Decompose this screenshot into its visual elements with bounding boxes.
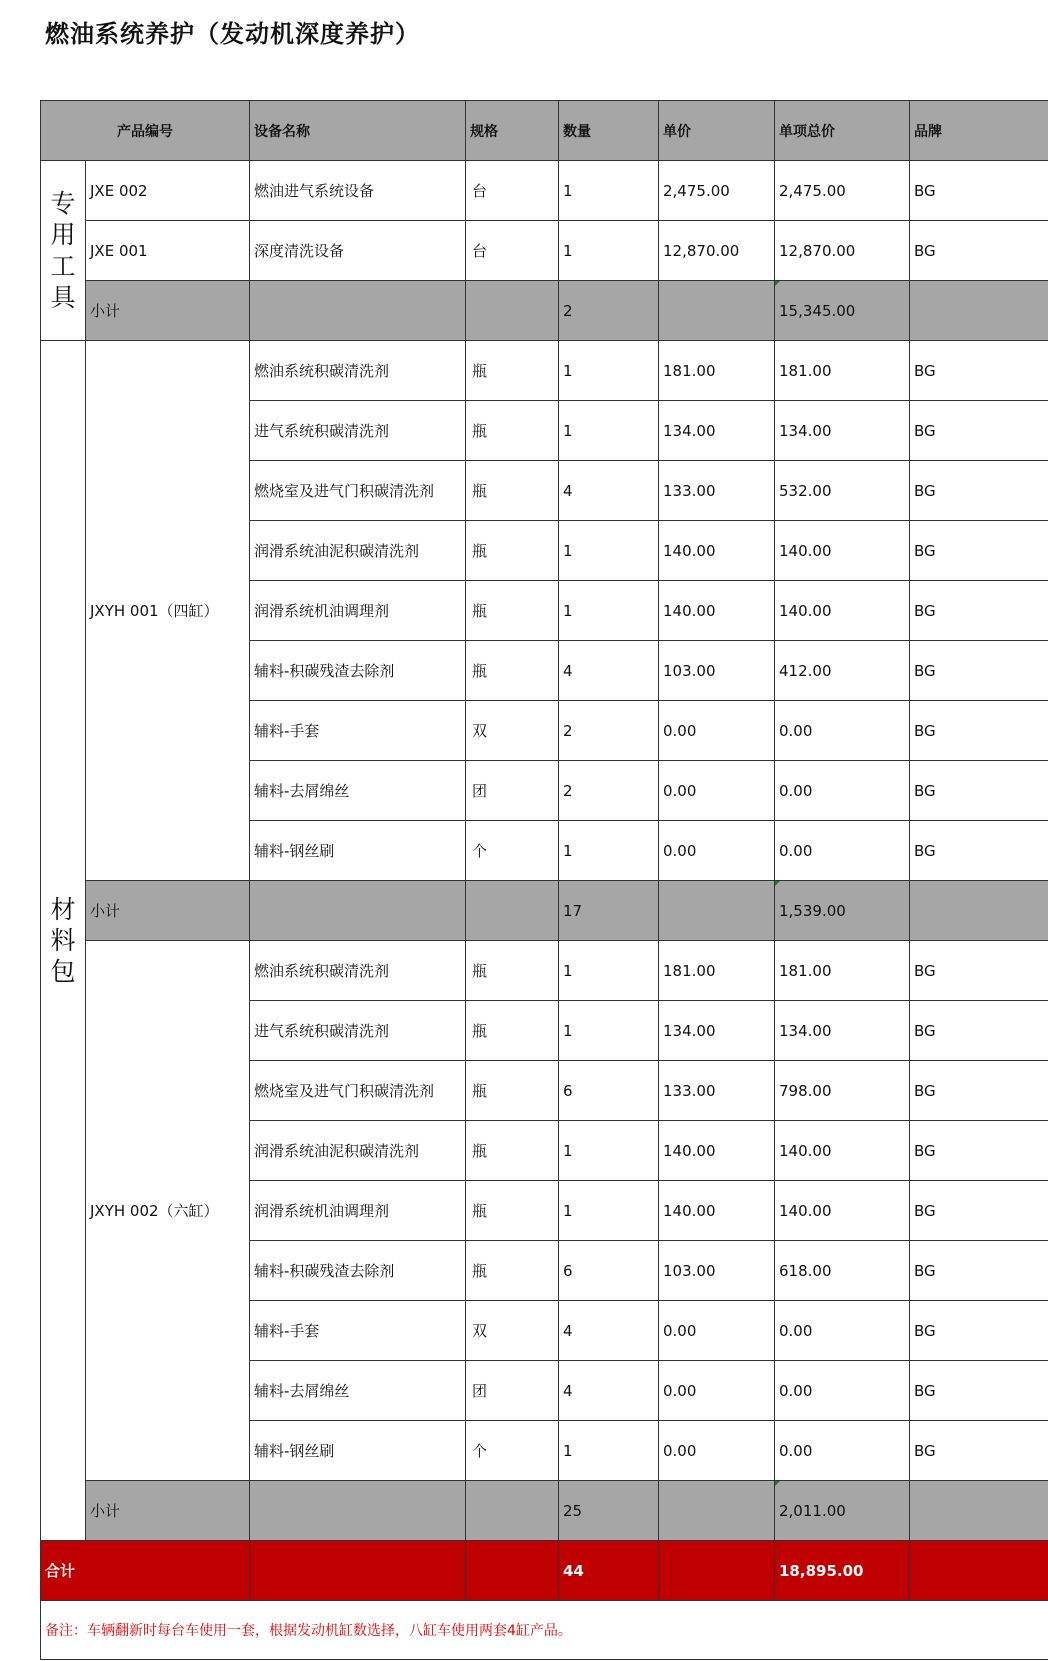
item-total: 0.00 [775, 821, 910, 881]
item-price: 140.00 [659, 1181, 775, 1241]
item-price: 0.00 [659, 1301, 775, 1361]
empty-cell [659, 881, 775, 941]
item-qty: 1 [559, 821, 659, 881]
item-spec: 瓶 [466, 1241, 559, 1301]
item-brand: BG [910, 641, 1048, 701]
item-name: 辅料-钢丝刷 [250, 821, 466, 881]
subtotal-row [41, 881, 1048, 941]
item-total: 0.00 [775, 1301, 910, 1361]
item-name: 辅料-去屑绵丝 [250, 761, 466, 821]
item-spec: 团 [466, 761, 559, 821]
empty-cell [910, 1481, 1048, 1541]
table-header-row [41, 101, 1048, 161]
item-price: 0.00 [659, 821, 775, 881]
subtotal-total: 15,345.00 [775, 281, 910, 341]
item-price: 0.00 [659, 1361, 775, 1421]
empty-cell [466, 1481, 559, 1541]
item-brand: BG [910, 1421, 1048, 1481]
subtotal-qty: 17 [559, 881, 659, 941]
item-name: 深度清洗设备 [250, 221, 466, 281]
item-name: 辅料-积碳残渣去除剂 [250, 641, 466, 701]
item-price: 181.00 [659, 341, 775, 401]
item-qty: 1 [559, 1001, 659, 1061]
item-total: 134.00 [775, 1001, 910, 1061]
item-price: 103.00 [659, 641, 775, 701]
category-char: 具 [50, 282, 76, 312]
subtotal-label: 小计 [86, 881, 250, 941]
empty-cell [910, 881, 1048, 941]
item-total: 140.00 [775, 581, 910, 641]
item-qty: 4 [559, 461, 659, 521]
item-price: 133.00 [659, 461, 775, 521]
item-total: 0.00 [775, 761, 910, 821]
item-name: 辅料-积碳残渣去除剂 [250, 1241, 466, 1301]
item-qty: 4 [559, 641, 659, 701]
header-name: 设备名称 [250, 101, 466, 161]
category-char: 包 [50, 957, 76, 987]
item-spec: 双 [466, 701, 559, 761]
item-brand: BG [910, 1301, 1048, 1361]
empty-cell [659, 1481, 775, 1541]
item-brand: BG [910, 761, 1048, 821]
item-name: 润滑系统机油调理剂 [250, 1181, 466, 1241]
grand-total-amount: 18,895.00 [775, 1541, 910, 1601]
subtotal-label: 小计 [86, 1481, 250, 1541]
item-qty: 1 [559, 1181, 659, 1241]
item-brand: BG [910, 1181, 1048, 1241]
item-name: 辅料-手套 [250, 701, 466, 761]
item-name: 辅料-手套 [250, 1301, 466, 1361]
item-price: 140.00 [659, 581, 775, 641]
subtotal-row [41, 1481, 1048, 1541]
item-spec: 瓶 [466, 1001, 559, 1061]
header-qty: 数量 [559, 101, 659, 161]
empty-cell [250, 881, 466, 941]
empty-cell [466, 281, 559, 341]
table-row [41, 341, 1048, 401]
item-spec: 瓶 [466, 401, 559, 461]
item-qty: 1 [559, 581, 659, 641]
item-qty: 1 [559, 221, 659, 281]
item-total: 181.00 [775, 341, 910, 401]
item-brand: BG [910, 941, 1048, 1001]
item-price: 12,870.00 [659, 221, 775, 281]
item-total: 12,870.00 [775, 221, 910, 281]
grand-total-label: 合计 [41, 1541, 250, 1601]
item-spec: 瓶 [466, 1061, 559, 1121]
item-qty: 6 [559, 1061, 659, 1121]
item-total: 181.00 [775, 941, 910, 1001]
category-char: 工 [50, 251, 76, 281]
item-brand: BG [910, 701, 1048, 761]
item-spec: 台 [466, 161, 559, 221]
item-qty: 1 [559, 1421, 659, 1481]
category-label [41, 341, 86, 1541]
item-total: 2,475.00 [775, 161, 910, 221]
grand-total-qty: 44 [559, 1541, 659, 1601]
item-total: 412.00 [775, 641, 910, 701]
item-total: 532.00 [775, 461, 910, 521]
table-row [41, 161, 1048, 221]
header-code: 产品编号 [41, 101, 250, 161]
empty-cell [250, 1541, 466, 1601]
item-spec: 瓶 [466, 641, 559, 701]
empty-cell [466, 881, 559, 941]
item-brand: BG [910, 521, 1048, 581]
item-total: 140.00 [775, 521, 910, 581]
category-char: 用 [50, 220, 76, 250]
subtotal-qty: 25 [559, 1481, 659, 1541]
table-row [41, 941, 1048, 1001]
category-label [41, 161, 86, 341]
header-price: 单价 [659, 101, 775, 161]
item-total: 134.00 [775, 401, 910, 461]
header-brand: 品牌 [910, 101, 1048, 161]
item-spec: 瓶 [466, 521, 559, 581]
item-price: 134.00 [659, 401, 775, 461]
item-spec: 瓶 [466, 941, 559, 1001]
item-spec: 瓶 [466, 1181, 559, 1241]
item-total: 0.00 [775, 701, 910, 761]
item-spec: 瓶 [466, 341, 559, 401]
item-name: 燃油系统积碳清洗剂 [250, 341, 466, 401]
item-qty: 1 [559, 1121, 659, 1181]
empty-cell [659, 281, 775, 341]
item-brand: BG [910, 401, 1048, 461]
item-price: 181.00 [659, 941, 775, 1001]
price-table [40, 100, 1048, 1660]
item-price: 140.00 [659, 1121, 775, 1181]
item-code: JXE 001 [86, 221, 250, 281]
item-qty: 4 [559, 1301, 659, 1361]
subtotal-label: 小计 [86, 281, 250, 341]
item-spec: 瓶 [466, 461, 559, 521]
item-total: 140.00 [775, 1121, 910, 1181]
subtotal-total: 1,539.00 [775, 881, 910, 941]
item-qty: 1 [559, 941, 659, 1001]
item-name: 润滑系统油泥积碳清洗剂 [250, 521, 466, 581]
item-total: 140.00 [775, 1181, 910, 1241]
item-code: JXE 002 [86, 161, 250, 221]
item-price: 103.00 [659, 1241, 775, 1301]
header-spec: 规格 [466, 101, 559, 161]
note-text: 备注：车辆翻新时每台车使用一套，根据发动机缸数选择，八缸车使用两套4缸产品。 [41, 1601, 1048, 1660]
category-char: 料 [50, 925, 76, 955]
item-brand: BG [910, 821, 1048, 881]
item-qty: 1 [559, 401, 659, 461]
empty-cell [910, 1541, 1048, 1601]
item-qty: 2 [559, 701, 659, 761]
page-title: 燃油系统养护（发动机深度养护） [45, 20, 420, 48]
item-qty: 1 [559, 161, 659, 221]
subtotal-row [41, 281, 1048, 341]
item-spec: 双 [466, 1301, 559, 1361]
grand-total-row [41, 1541, 1048, 1601]
item-price: 134.00 [659, 1001, 775, 1061]
item-total: 0.00 [775, 1361, 910, 1421]
note-row [41, 1601, 1048, 1660]
item-spec: 台 [466, 221, 559, 281]
item-price: 0.00 [659, 701, 775, 761]
item-price: 0.00 [659, 761, 775, 821]
item-spec: 个 [466, 1421, 559, 1481]
item-name: 辅料-钢丝刷 [250, 1421, 466, 1481]
item-name: 辅料-去屑绵丝 [250, 1361, 466, 1421]
item-brand: BG [910, 1001, 1048, 1061]
item-name: 燃油系统积碳清洗剂 [250, 941, 466, 1001]
item-qty: 1 [559, 521, 659, 581]
empty-cell [659, 1541, 775, 1601]
pack-code: JXYH 002（六缸） [86, 941, 250, 1481]
item-brand: BG [910, 161, 1048, 221]
item-brand: BG [910, 1121, 1048, 1181]
item-total: 0.00 [775, 1421, 910, 1481]
item-qty: 1 [559, 341, 659, 401]
item-price: 0.00 [659, 1421, 775, 1481]
item-name: 燃油进气系统设备 [250, 161, 466, 221]
item-price: 140.00 [659, 521, 775, 581]
item-qty: 6 [559, 1241, 659, 1301]
item-brand: BG [910, 1361, 1048, 1421]
item-qty: 4 [559, 1361, 659, 1421]
header-total: 单项总价 [775, 101, 910, 161]
item-total: 798.00 [775, 1061, 910, 1121]
item-brand: BG [910, 1061, 1048, 1121]
item-name: 润滑系统机油调理剂 [250, 581, 466, 641]
item-brand: BG [910, 581, 1048, 641]
item-spec: 个 [466, 821, 559, 881]
empty-cell [466, 1541, 559, 1601]
item-name: 润滑系统油泥积碳清洗剂 [250, 1121, 466, 1181]
subtotal-total: 2,011.00 [775, 1481, 910, 1541]
item-qty: 2 [559, 761, 659, 821]
pack-code: JXYH 001（四缸） [86, 341, 250, 881]
table-row [41, 221, 1048, 281]
item-name: 进气系统积碳清洗剂 [250, 1001, 466, 1061]
item-brand: BG [910, 341, 1048, 401]
item-price: 2,475.00 [659, 161, 775, 221]
item-brand: BG [910, 1241, 1048, 1301]
empty-cell [250, 1481, 466, 1541]
empty-cell [250, 281, 466, 341]
item-name: 进气系统积碳清洗剂 [250, 401, 466, 461]
item-price: 133.00 [659, 1061, 775, 1121]
item-spec: 瓶 [466, 581, 559, 641]
category-char: 专 [50, 189, 76, 218]
item-spec: 团 [466, 1361, 559, 1421]
item-total: 618.00 [775, 1241, 910, 1301]
item-spec: 瓶 [466, 1121, 559, 1181]
item-brand: BG [910, 461, 1048, 521]
item-brand: BG [910, 221, 1048, 281]
empty-cell [910, 281, 1048, 341]
subtotal-qty: 2 [559, 281, 659, 341]
item-name: 燃烧室及进气门积碳清洗剂 [250, 461, 466, 521]
item-name: 燃烧室及进气门积碳清洗剂 [250, 1061, 466, 1121]
category-char: 材 [50, 894, 76, 924]
